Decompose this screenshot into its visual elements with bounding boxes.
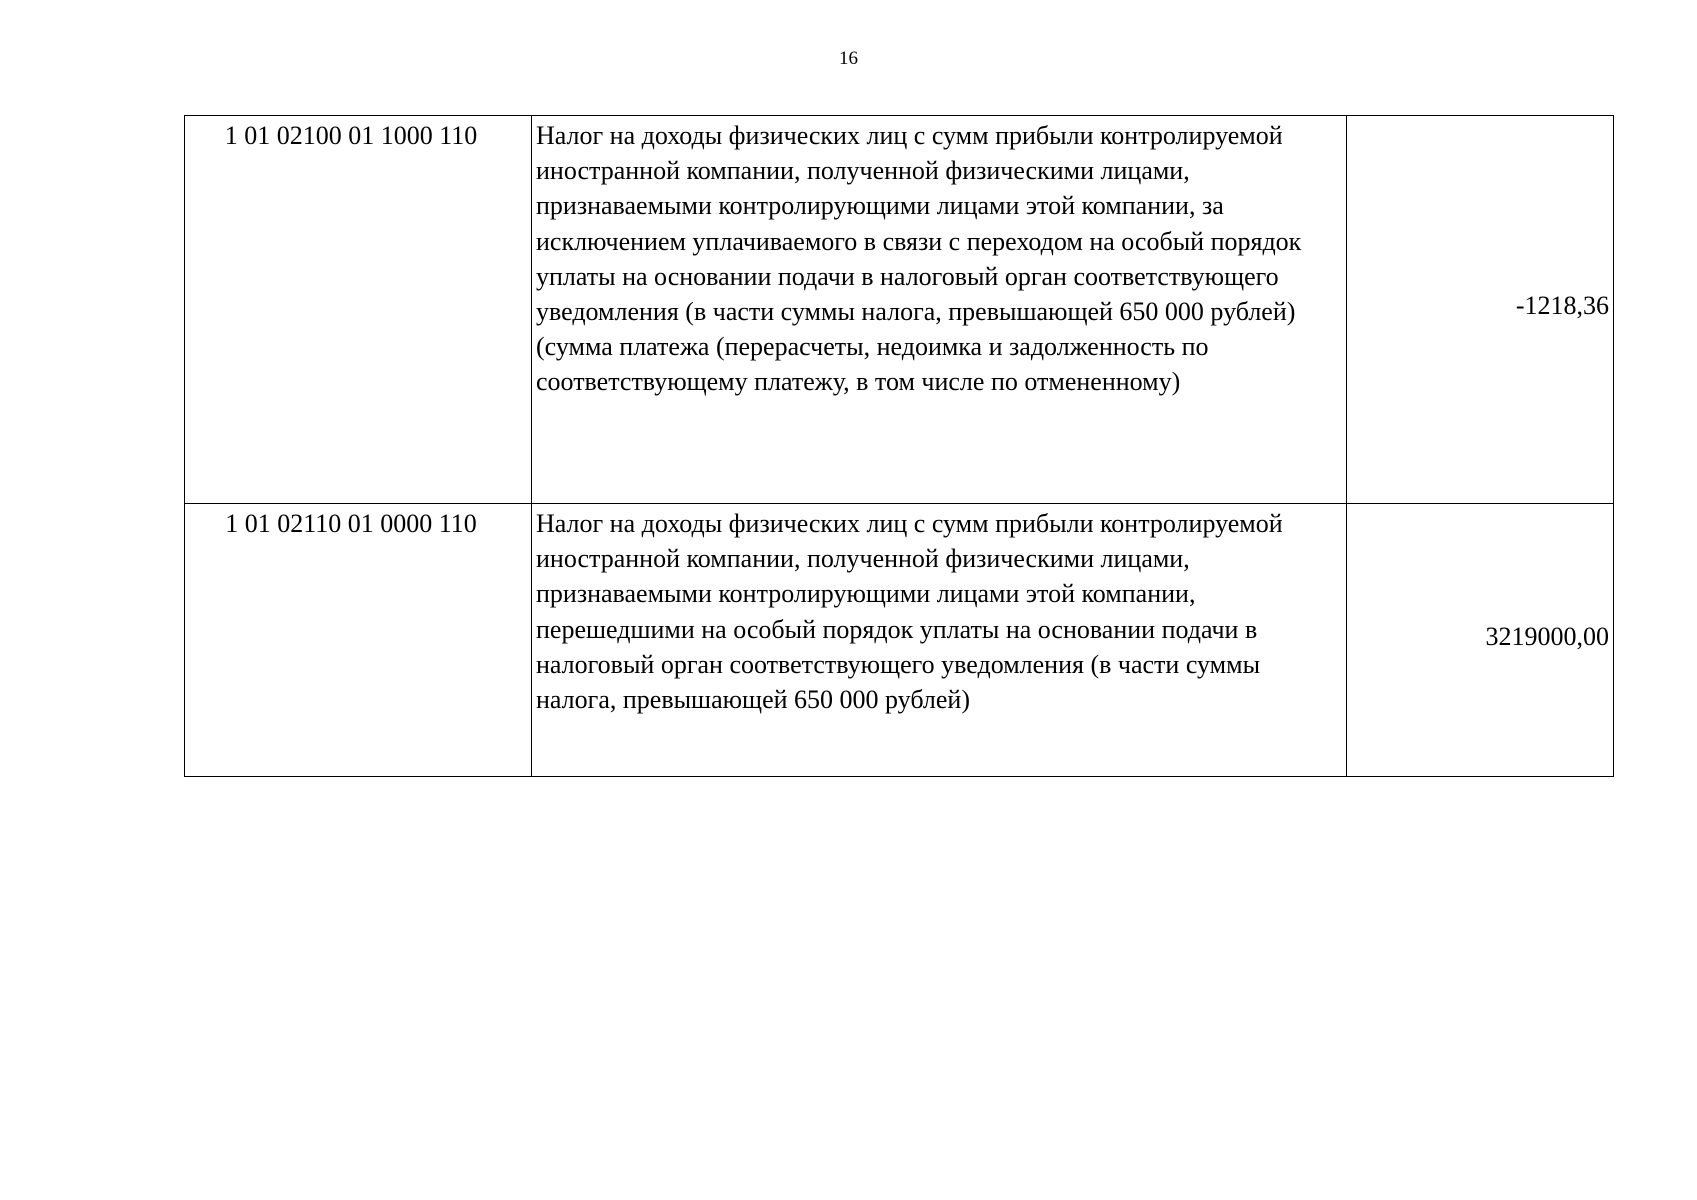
table-row — [185, 504, 1614, 777]
income-description-cell: Налог на доходы физических лиц с сумм прибыли контролируемой иностранной компании, полученной физическими лицами, признаваемыми контролирующими лицами этой компании, перешедшими на особый порядок уплаты на основании подачи в налоговый орган соответствующего уведомления (в части суммы налога, превышающей 650 000 рублей) — [532, 504, 1347, 777]
budget-code-cell: 1 01 02100 01 1000 110 — [185, 116, 532, 504]
amount-cell: 3219000,00 — [1347, 504, 1614, 777]
amount-cell: -1218,36 — [1347, 116, 1614, 504]
budget-classification-table — [184, 115, 1614, 777]
income-description-cell: Налог на доходы физических лиц с сумм прибыли контролируемой иностранной компании, полученной физическими лицами, признаваемыми контролирующими лицами этой компании, за исключением уплачиваемого в связи с переходом на особый порядок уплаты на основании подачи в налоговый орган соответствующего уведомления (в части суммы налога, превышающей 650 000 рублей) (сумма платежа (перерасчеты, недоимка и задолженность по соответствующему платежу, в том числе по отмененному) — [532, 116, 1347, 504]
page-number: 16 — [839, 48, 858, 69]
table-row — [185, 116, 1614, 504]
budget-code-cell: 1 01 02110 01 0000 110 — [185, 504, 532, 777]
